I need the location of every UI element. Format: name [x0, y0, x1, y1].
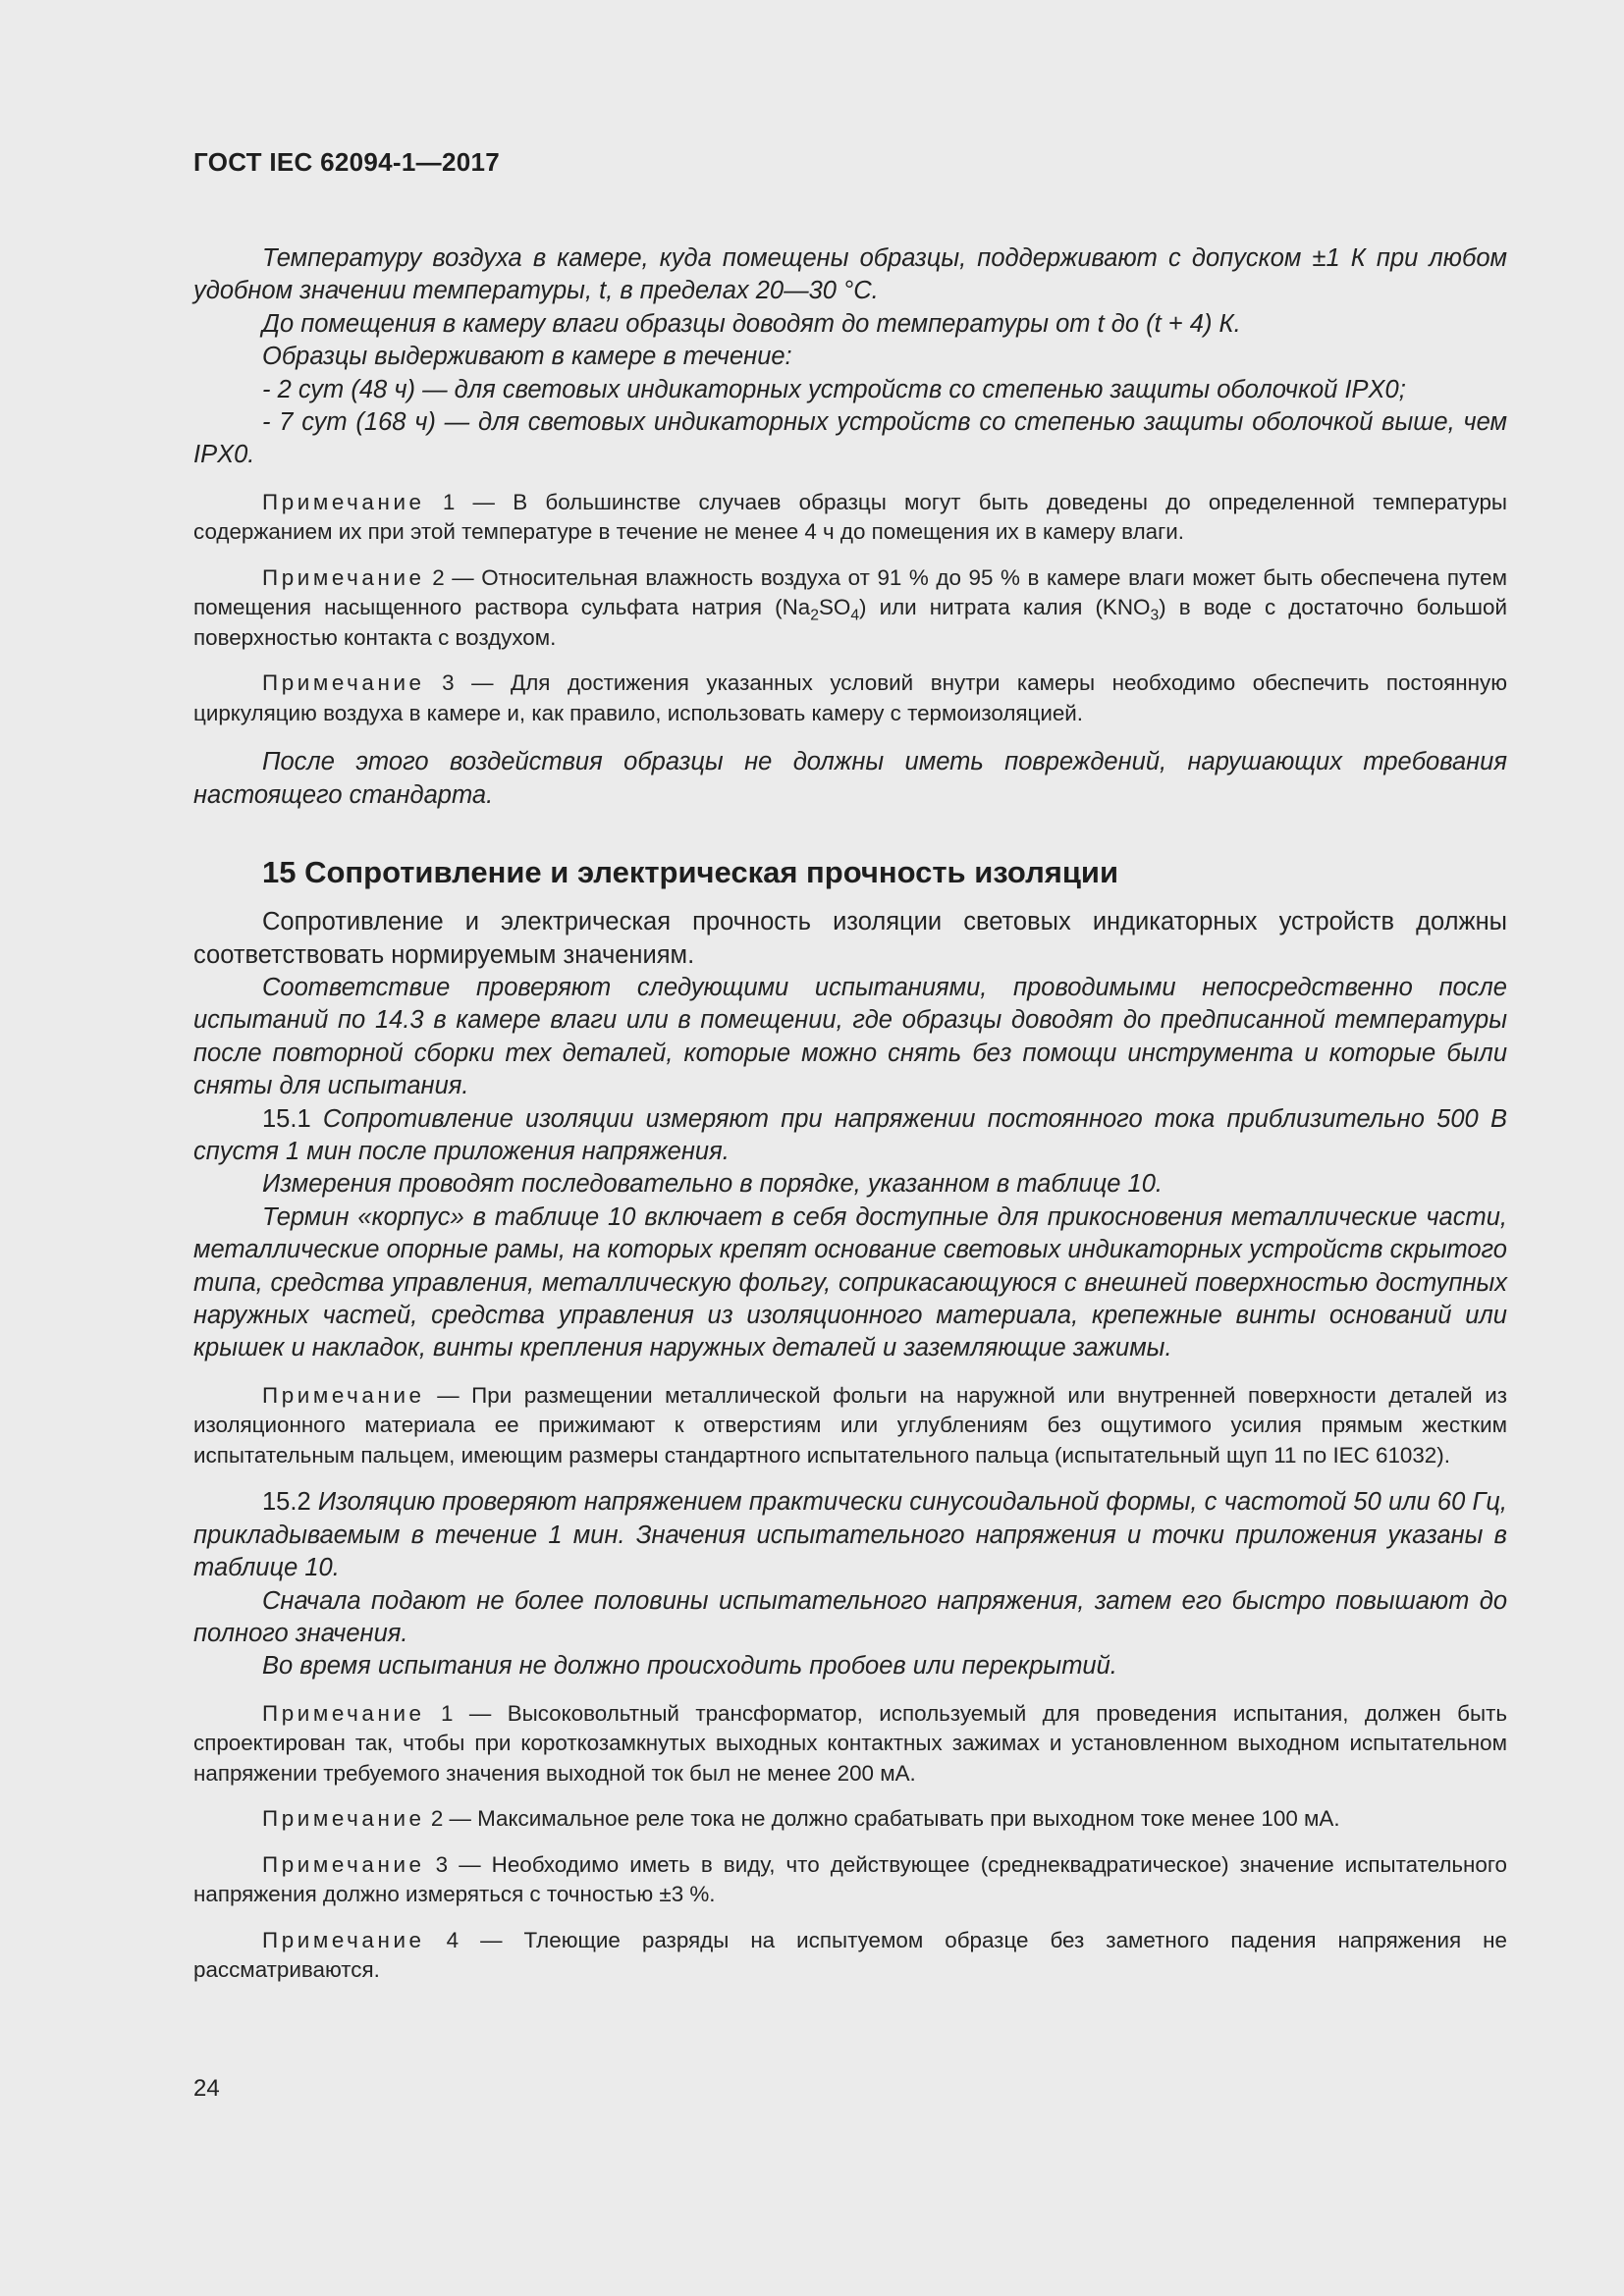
note-text: SO [818, 595, 851, 620]
note-2 [193, 1804, 1507, 1835]
note-text: 2 — Относительная влажность воздуха от 91 % до 95 % в камере влаги может быть обеспечена путем помещения насыщенного раствора сульфата натрия (Na [193, 564, 1507, 620]
note-text: 1 — В большинстве случаев образцы могут быть доведены до определенной температуры содержанием их при этой температуре в течение не менее 4 ч до помещения их в камеру влаги. [193, 489, 1507, 545]
subscript: 2 [810, 607, 819, 624]
note-text: 1 — Высоковольтный трансформатор, используемый для проведения испытания, должен быть спроектирован так, чтобы при короткозамкнутых выходных контактных зажимах и установленном выходном испытательном напряжении требуемого значения выходной ток был не менее 200 мА. [193, 1700, 1507, 1786]
subsection-15-2 [193, 1486, 1507, 1584]
paragraph: После этого воздействия образцы не должны иметь повреждений, нарушающих требования настоящего стандарта. [193, 748, 1507, 809]
note-text: ) в воде с достаточно большой поверхностью контакта с воздухом. [193, 595, 1507, 650]
list-item: - 7 сут (168 ч) — для световых индикаторных устройств со степенью защиты оболочкой выше, чем IPX0. [193, 408, 1507, 469]
paragraph: Во время испытания не должно происходить пробоев или перекрытий. [262, 1652, 1117, 1681]
note-label: Примечание [262, 564, 425, 590]
subsection-15-1 [193, 1103, 1507, 1169]
note-label: Примечание [262, 670, 425, 696]
list-item: - 2 сут (48 ч) — для световых индикаторных устройств со степенью защиты оболочкой IPX0; [262, 375, 1406, 403]
subsection-number: 15.1 [262, 1104, 323, 1133]
note-text: 2 — Максимальное реле тока не должно срабатывать при выходном токе менее 100 мА. [424, 1806, 1340, 1832]
subscript: 4 [850, 607, 860, 624]
note-1 [193, 488, 1507, 548]
note-label: Примечание [262, 1806, 425, 1832]
note-2 [193, 563, 1507, 654]
page-number: 24 [193, 2075, 220, 2102]
note-label: Примечание [262, 489, 425, 514]
paragraph: До помещения в камеру влаги образцы доводят до температуры от t до (t + 4) К. [262, 309, 1241, 338]
section-title: 15 Сопротивление и электрическая прочность изоляции [262, 855, 1119, 890]
note-1 [193, 1699, 1507, 1789]
note-label: Примечание [262, 1851, 425, 1877]
note-text: 3 — Для достижения указанных условий внутри камеры необходимо обеспечить постоянную циркуляцию воздуха в камере и, как правило, использовать камеру с термоизоляцией. [193, 670, 1507, 725]
note-label: Примечание [262, 1382, 425, 1408]
paragraph: Измерения проводят последовательно в порядке, указанном в таблице 10. [262, 1170, 1164, 1199]
subscript: 3 [1150, 607, 1160, 624]
subsection-number: 15.2 [262, 1488, 318, 1517]
note-3 [193, 668, 1507, 728]
paragraph: Температуру воздуха в камере, куда помещены образцы, поддерживают с допуском ±1 К при любом удобном значении температуры, t, в пределах 20—30 °С. [193, 244, 1507, 305]
paragraph: Соответствие проверяют следующими испытаниями, проводимыми непосредственно после испытаний по 14.3 в камере влаги или в помещении, где образцы доводят до предписанной температуры после повторной сборки тех деталей, которые можно снять без помощи инструмента и которые были сняты для испытания. [193, 973, 1507, 1100]
note-3 [193, 1850, 1507, 1910]
document-header: ГОСТ IEC 62094-1—2017 [193, 147, 500, 177]
note-text: — При размещении металлической фольги на наружной или внутренней поверхности деталей из изоляционного материала ее прижимают к отверстиям или углублениям без ощутимого усилия прямым жестким испытательным пальцем, имеющим размеры стандартного испытательного пальца (испытательный щуп 11 по IEC 61032). [193, 1382, 1507, 1468]
subsection-text: Изоляцию проверяют напряжением практически синусоидальной формы, с частотой 50 или 60 Гц, прикладываемым в течение 1 мин. Значения испытательного напряжения и точки приложения указаны в таблице 10. [193, 1488, 1508, 1582]
paragraph: Образцы выдерживают в камере в течение: [262, 343, 792, 371]
note-text: ) или нитрата калия (KNO [859, 595, 1151, 620]
paragraph: Сопротивление и электрическая прочность изоляции световых индикаторных устройств должны соответствовать нормируемым значениям. [193, 908, 1507, 969]
note-label: Примечание [262, 1927, 425, 1952]
note-4 [193, 1926, 1507, 1986]
paragraph: Термин «корпус» в таблице 10 включает в себя доступные для прикосновения металлические части, металлические опорные рамы, на которых крепят основание световых индикаторных устройств скрытого типа, средства управления, металлическую фольгу, соприкасающуюся с внешней поверхностью доступных наружных частей, средства управления из изоляционного материала, крепежные винты оснований или крышек и накладок, винты крепления наружных деталей и заземляющие зажимы. [193, 1202, 1507, 1362]
subsection-text: Сопротивление изоляции измеряют при напряжении постоянного тока приблизительно 500 В спустя 1 мин после приложения напряжения. [193, 1104, 1507, 1165]
note-text: 4 — Тлеющие разряды на испытуемом образце без заметного падения напряжения не рассматриваются. [193, 1927, 1507, 1983]
note-label: Примечание [262, 1700, 425, 1726]
note-text: 3 — Необходимо иметь в виду, что действующее (среднеквадратическое) значение испытательного напряжения должно измеряться с точностью ±3 %. [193, 1851, 1507, 1907]
paragraph: Сначала подают не более половины испытательного напряжения, затем его быстро повышают до полного значения. [193, 1586, 1507, 1647]
note [193, 1381, 1507, 1471]
page-content [193, 147, 1507, 1986]
